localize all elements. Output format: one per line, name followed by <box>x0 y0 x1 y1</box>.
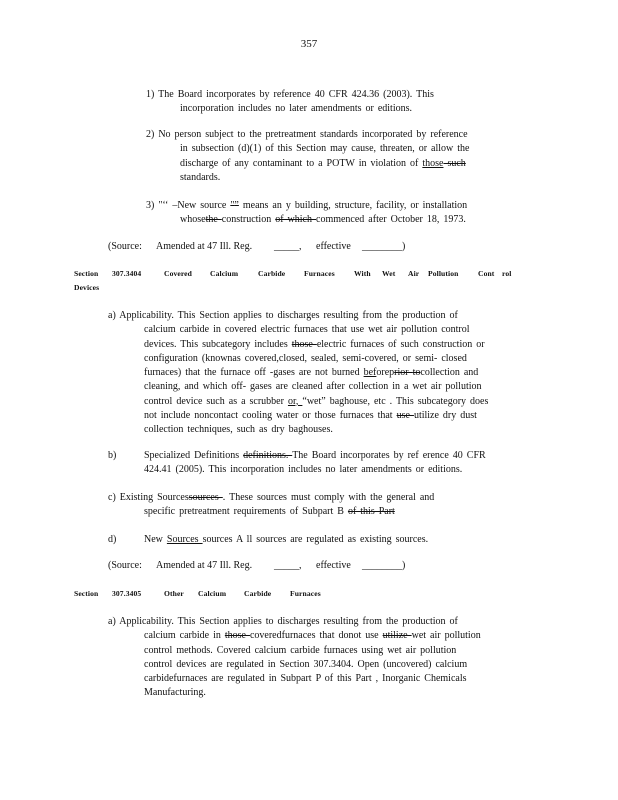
source-effective: effective <box>316 241 351 252</box>
pc-text-2: . These sources must comply with the general and <box>222 492 435 503</box>
pd-text: New <box>144 534 167 545</box>
pb-label: b) <box>108 450 117 461</box>
pd-line-1 <box>108 533 548 547</box>
pd-label: d) <box>108 534 117 545</box>
p3-line-2 <box>146 213 516 227</box>
source-effective: effective <box>316 560 351 571</box>
heading-word: Covered <box>164 269 192 278</box>
pa2-text: calcium carbide in <box>144 630 225 642</box>
p2-inserted-text: those <box>422 157 444 169</box>
heading-word: Pollution <box>428 269 459 278</box>
pa2-line-6: Manufacturing. <box>144 687 206 699</box>
subsection-b <box>108 449 548 478</box>
source-label: (Source: <box>108 241 142 252</box>
pa-line-4: configuration (knownas covered,closed, sealed, semi-covered, or semi- closed <box>144 352 467 364</box>
pa-text-9: utilize dry dust <box>413 410 477 422</box>
source-label: (Source: <box>108 560 142 571</box>
pc-text-3: specific pretreatment requirements of Subpart B <box>144 506 348 518</box>
source-blank: _____, <box>274 560 302 571</box>
pa-inserted-text-2: or, <box>287 395 303 407</box>
pa2-line-4: control devices are regulated in Section 307.3404. Open (uncovered) calcium <box>144 658 468 670</box>
subsection-a-3405 <box>108 615 548 701</box>
pa-text-6: control device such as a scrubber <box>144 395 288 407</box>
paragraph-2 <box>146 128 506 185</box>
p1-line-2: incorporation includes no later amendments or editions. <box>180 103 412 115</box>
p3-deleted-text: the <box>205 214 222 226</box>
pa2-text-2: coveredfurnaces that donot use <box>249 630 383 642</box>
source-note-2 <box>108 560 418 574</box>
pa-line-6: cleaning, and which off- gases are cleaned after collection in a wet air pollution <box>144 381 482 393</box>
pa-inserted-text: bef <box>363 367 377 379</box>
heading-word: With <box>354 269 371 278</box>
p2-line-1: 2) No person subject to the pretreatment standards incorporated by reference <box>146 129 468 140</box>
pa2-deleted-text: those <box>224 630 250 642</box>
pa-line-9: collection techniques, such as dry baghouses. <box>144 424 333 436</box>
heading-word: Furnaces <box>290 589 321 598</box>
heading-word: Furnaces <box>304 269 335 278</box>
heading-section-number: 307.3404 <box>112 269 142 278</box>
source-blank-2: ________) <box>362 560 406 571</box>
heading-word: Air <box>408 269 420 278</box>
pa-deleted-text-4: use <box>396 410 414 422</box>
p2-line-2: in subsection (d)(1) of this Section may cause, threaten, or allow the <box>180 143 470 155</box>
heading-word: Cont <box>478 269 495 278</box>
section-3404-heading <box>74 269 544 291</box>
source-amended: Amended at 47 Ill. Reg. <box>156 241 253 252</box>
source-blank: _____, <box>274 241 302 252</box>
pa-text-3: furnaces) that the furnace off -gases are not burned <box>144 367 364 379</box>
pa2-line-5: carbidefurnaces are regulated in Subpart P of this Part , Inorganic Chemicals <box>144 673 467 685</box>
pa2-text-3: wet air pollution <box>411 630 481 642</box>
pa-deleted-text-3: to <box>412 367 421 379</box>
pa-line-1: a) Applicability. This Section applies to discharges resulting from the production of <box>108 310 458 321</box>
pa-text-2: electric furnaces of such construction or <box>316 338 485 350</box>
p3-text-3: whose <box>180 214 206 226</box>
p3-label: 3) "‘‘ <box>146 200 173 211</box>
heading-word: Carbide <box>258 269 286 278</box>
heading-section-number: 307.3405 <box>112 589 142 598</box>
heading-word: Devices <box>74 283 100 292</box>
pa-text-7: “wet” baghouse, etc . This subcategory does <box>302 395 489 407</box>
pa-text-5: collection and <box>420 367 479 379</box>
pc-deleted-text-2: of this Part <box>347 506 395 518</box>
subsection-c <box>108 491 548 520</box>
p3-text-5: commenced after October 18, 1973. <box>316 214 466 226</box>
pa-line-5 <box>108 366 548 380</box>
heading-word-section: Section <box>74 589 99 598</box>
pa2-deleted-text-2: utilize <box>382 630 412 642</box>
pa-text-4: orep <box>376 367 395 379</box>
pc-deleted-text: sources <box>188 492 223 503</box>
heading-word: Calcium <box>198 589 227 598</box>
pa2-line-3: control methods. Covered calcium carbide furnaces using wet air pollution <box>144 644 457 656</box>
heading-word: Other <box>164 589 184 598</box>
pa2-line-1: a) Applicability. This Section applies to discharges resulting from the production of <box>108 616 458 627</box>
pb-text: Specialized Definitions <box>144 450 244 461</box>
subsection-a <box>108 309 548 438</box>
pb-deleted-text: definitions. <box>243 450 293 461</box>
p3-line-1 <box>146 199 516 213</box>
paragraph-1 <box>146 88 506 117</box>
pa-deleted-text-2: rior <box>394 367 413 379</box>
p2-text: discharge of any contaminant to a POTW in violation of <box>180 157 423 169</box>
p3-deleted-quote: " <box>230 200 235 211</box>
p3-text-2: means an y building, structure, facility, or installation <box>238 200 468 211</box>
pd-inserted-text: Sources <box>166 534 203 545</box>
heading-word: Wet <box>382 269 396 278</box>
pb-line-2: 424.41 (2005). This incorporation includes no later amendments or editions. <box>144 464 463 476</box>
pc-line-1 <box>108 491 548 505</box>
source-amended: Amended at 47 Ill. Reg. <box>156 560 253 571</box>
p3-text: –New source <box>172 200 231 211</box>
page-number: 357 <box>300 38 318 50</box>
heading-word-section: Section <box>74 269 99 278</box>
pd-text-2: sources A ll sources are regulated as existing sources. <box>202 534 429 545</box>
heading-word: Calcium <box>210 269 239 278</box>
section-3405-heading <box>74 589 374 601</box>
p1-line-1: 1) The Board incorporates by reference 40 CFR 424.36 (2003). This <box>146 89 434 100</box>
pc-line-2 <box>108 505 548 519</box>
pa-line-8 <box>108 409 548 423</box>
source-blank-2: ________) <box>362 241 406 252</box>
pa-text-8: not include noncontact cooling water or those furnaces that <box>144 410 397 422</box>
p2-deleted-text: such <box>443 157 466 169</box>
pa-line-3 <box>108 338 548 352</box>
pa-text: devices. This subcategory includes <box>144 338 292 350</box>
pa-deleted-text: those <box>291 338 317 350</box>
pc-text: c) Existing Sources <box>108 492 189 503</box>
p3-deleted-quote-2: ” <box>234 200 239 211</box>
paragraph-3 <box>146 199 516 228</box>
source-note-1 <box>108 241 418 255</box>
p2-line-3 <box>146 157 506 171</box>
pb-text-2: The Board incorporates by ref erence 40 CFR <box>292 450 486 461</box>
heading-word: Carbide <box>244 589 272 598</box>
p3-text-4: construction <box>221 214 276 226</box>
heading-word: rol <box>502 269 512 278</box>
p3-deleted-text-2: of which <box>275 214 316 226</box>
p2-line-4: standards. <box>180 171 221 183</box>
subsection-d <box>108 533 548 547</box>
pa2-line-2 <box>108 629 548 643</box>
pa-line-7 <box>108 395 548 409</box>
pa-line-2: calcium carbide in covered electric furnaces that use wet air pollution control <box>144 324 470 336</box>
pb-line-1 <box>108 449 548 463</box>
